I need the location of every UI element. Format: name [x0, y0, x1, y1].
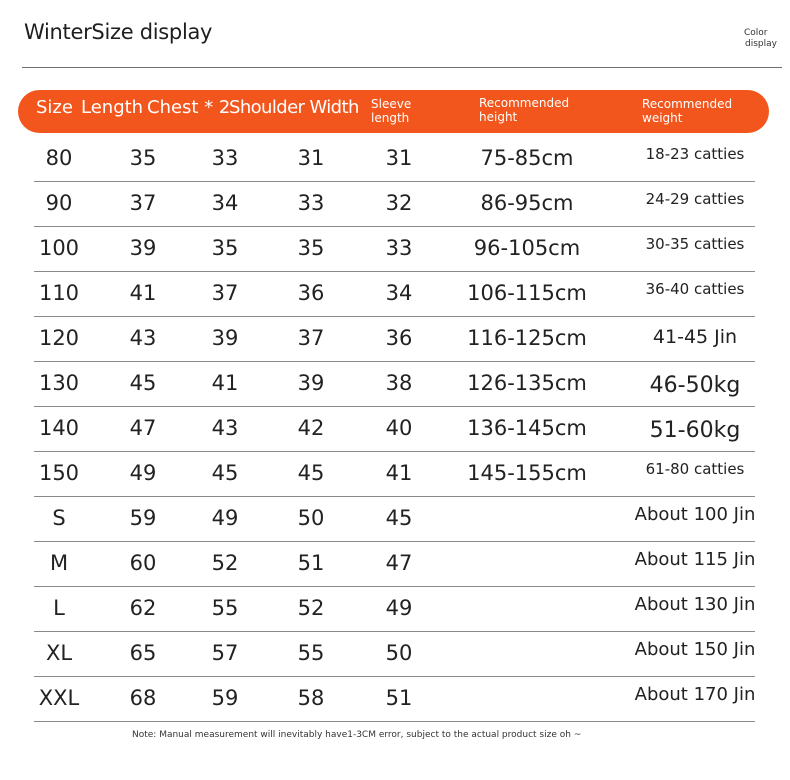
- chest-cell: 45: [211, 461, 239, 485]
- sleeve-cell: 33: [385, 236, 413, 260]
- table-row: [0, 181, 790, 226]
- header-weight-line-1: Recommended: [642, 97, 733, 111]
- shoulder-cell: 39: [297, 371, 325, 395]
- table-row: [0, 406, 790, 451]
- table-row: [0, 316, 790, 361]
- height-cell: [452, 586, 602, 631]
- header-shoulder-width: Shoulder Width: [229, 97, 359, 118]
- length-cell: 39: [129, 236, 157, 260]
- height-cell: 136-145cm: [467, 416, 587, 440]
- header-height-line-1: Recommended: [479, 96, 570, 110]
- sleeve-cell: 40: [385, 416, 413, 440]
- table-row: [0, 676, 790, 721]
- table-row: [0, 361, 790, 406]
- length-cell: 60: [129, 551, 157, 575]
- header-length: Length: [81, 97, 144, 118]
- height-cell: [452, 676, 602, 721]
- row-divider: [34, 181, 755, 182]
- height-cell: 116-125cm: [467, 326, 587, 350]
- row-divider: [34, 316, 755, 317]
- sleeve-cell: 47: [385, 551, 413, 575]
- length-cell: 43: [129, 326, 157, 350]
- chest-cell: 37: [211, 281, 239, 305]
- sleeve-cell: 50: [385, 641, 413, 665]
- height-cell: [452, 496, 602, 541]
- shoulder-cell: 36: [297, 281, 325, 305]
- size-cell: L: [53, 596, 65, 620]
- weight-cell: 41-45 Jin: [652, 326, 738, 348]
- length-cell: 62: [129, 596, 157, 620]
- table-row: [0, 226, 790, 271]
- sleeve-cell: 31: [385, 146, 413, 170]
- row-divider: [34, 676, 755, 677]
- row-divider: [34, 451, 755, 452]
- header-sleeve-line-1: Sleeve: [371, 97, 412, 111]
- chest-cell: 57: [211, 641, 239, 665]
- length-cell: 45: [129, 371, 157, 395]
- weight-cell: About 170 Jin: [634, 684, 756, 705]
- row-divider: [34, 721, 755, 722]
- size-cell: 150: [38, 461, 80, 485]
- weight-cell: 30-35 catties: [645, 235, 745, 253]
- height-cell: 145-155cm: [467, 461, 587, 485]
- header-sleeve-line-2: length: [371, 111, 410, 125]
- color-display-label: [744, 28, 777, 50]
- row-divider: [34, 271, 755, 272]
- size-cell: 80: [45, 146, 73, 170]
- row-divider: [34, 496, 755, 497]
- length-cell: 35: [129, 146, 157, 170]
- header-size: Size: [36, 97, 73, 118]
- header-sleeve-length: [371, 97, 411, 125]
- size-cell: 130: [38, 371, 80, 395]
- chest-cell: 34: [211, 191, 239, 215]
- sleeve-cell: 34: [385, 281, 413, 305]
- length-cell: 49: [129, 461, 157, 485]
- height-cell: 96-105cm: [473, 236, 581, 260]
- shoulder-cell: 51: [297, 551, 325, 575]
- size-cell: 140: [38, 416, 80, 440]
- height-cell: [452, 541, 602, 586]
- table-row: [0, 271, 790, 316]
- sleeve-cell: 36: [385, 326, 413, 350]
- size-cell: 90: [45, 191, 73, 215]
- weight-cell: About 115 Jin: [634, 549, 756, 570]
- weight-cell: 24-29 catties: [645, 190, 745, 208]
- table-row: [0, 586, 790, 631]
- sleeve-cell: 45: [385, 506, 413, 530]
- size-cell: S: [52, 506, 66, 530]
- row-divider: [34, 226, 755, 227]
- measurement-note: Note: Manual measurement will inevitably have1-3CM error, subject to the actual product size oh ~: [132, 730, 582, 740]
- chest-cell: 41: [211, 371, 239, 395]
- row-divider: [34, 631, 755, 632]
- weight-cell: About 150 Jin: [634, 639, 756, 660]
- shoulder-cell: 52: [297, 596, 325, 620]
- height-cell: [452, 631, 602, 676]
- table-row: [0, 631, 790, 676]
- size-cell: 110: [38, 281, 80, 305]
- shoulder-cell: 50: [297, 506, 325, 530]
- weight-cell: About 100 Jin: [634, 504, 756, 525]
- length-cell: 37: [129, 191, 157, 215]
- weight-cell: 51-60kg: [649, 418, 741, 443]
- row-divider: [34, 361, 755, 362]
- color-display-line-1: Color: [744, 28, 768, 38]
- table-row: [0, 451, 790, 496]
- height-cell: 86-95cm: [480, 191, 574, 215]
- row-divider: [34, 586, 755, 587]
- weight-cell: 61-80 catties: [645, 460, 745, 478]
- weight-cell: About 130 Jin: [634, 594, 756, 615]
- sleeve-cell: 51: [385, 686, 413, 710]
- height-cell: 126-135cm: [467, 371, 587, 395]
- size-cell: XL: [45, 641, 73, 665]
- size-cell: XXL: [38, 686, 80, 710]
- chest-cell: 35: [211, 236, 239, 260]
- shoulder-cell: 31: [297, 146, 325, 170]
- shoulder-cell: 55: [297, 641, 325, 665]
- weight-cell: 46-50kg: [649, 373, 741, 398]
- row-divider: [34, 406, 755, 407]
- row-divider: [34, 541, 755, 542]
- weight-cell: 18-23 catties: [645, 145, 745, 163]
- chest-cell: 43: [211, 416, 239, 440]
- sleeve-cell: 41: [385, 461, 413, 485]
- weight-cell: 36-40 catties: [645, 280, 745, 298]
- length-cell: 47: [129, 416, 157, 440]
- sleeve-cell: 49: [385, 596, 413, 620]
- header-chest: Chest * 2: [147, 97, 231, 118]
- size-cell: 100: [38, 236, 80, 260]
- shoulder-cell: 35: [297, 236, 325, 260]
- table-row: [0, 136, 790, 181]
- shoulder-cell: 33: [297, 191, 325, 215]
- table-row: [0, 541, 790, 586]
- length-cell: 41: [129, 281, 157, 305]
- chest-cell: 59: [211, 686, 239, 710]
- shoulder-cell: 42: [297, 416, 325, 440]
- top-divider: [22, 67, 782, 68]
- chest-cell: 52: [211, 551, 239, 575]
- height-cell: 75-85cm: [480, 146, 574, 170]
- table-row: [0, 496, 790, 541]
- sleeve-cell: 32: [385, 191, 413, 215]
- header-height-line-2: height: [479, 110, 518, 124]
- shoulder-cell: 37: [297, 326, 325, 350]
- size-cell: M: [49, 551, 69, 575]
- chest-cell: 33: [211, 146, 239, 170]
- header-recommended-weight: [642, 97, 732, 125]
- shoulder-cell: 45: [297, 461, 325, 485]
- shoulder-cell: 58: [297, 686, 325, 710]
- length-cell: 59: [129, 506, 157, 530]
- chest-cell: 39: [211, 326, 239, 350]
- size-cell: 120: [38, 326, 80, 350]
- chest-cell: 55: [211, 596, 239, 620]
- page-title: WinterSize display: [24, 20, 213, 44]
- length-cell: 68: [129, 686, 157, 710]
- sleeve-cell: 38: [385, 371, 413, 395]
- color-display-line-2: display: [745, 39, 777, 49]
- header-recommended-height: [479, 96, 569, 124]
- chest-cell: 49: [211, 506, 239, 530]
- length-cell: 65: [129, 641, 157, 665]
- height-cell: 106-115cm: [467, 281, 587, 305]
- header-weight-line-2: weight: [642, 111, 683, 125]
